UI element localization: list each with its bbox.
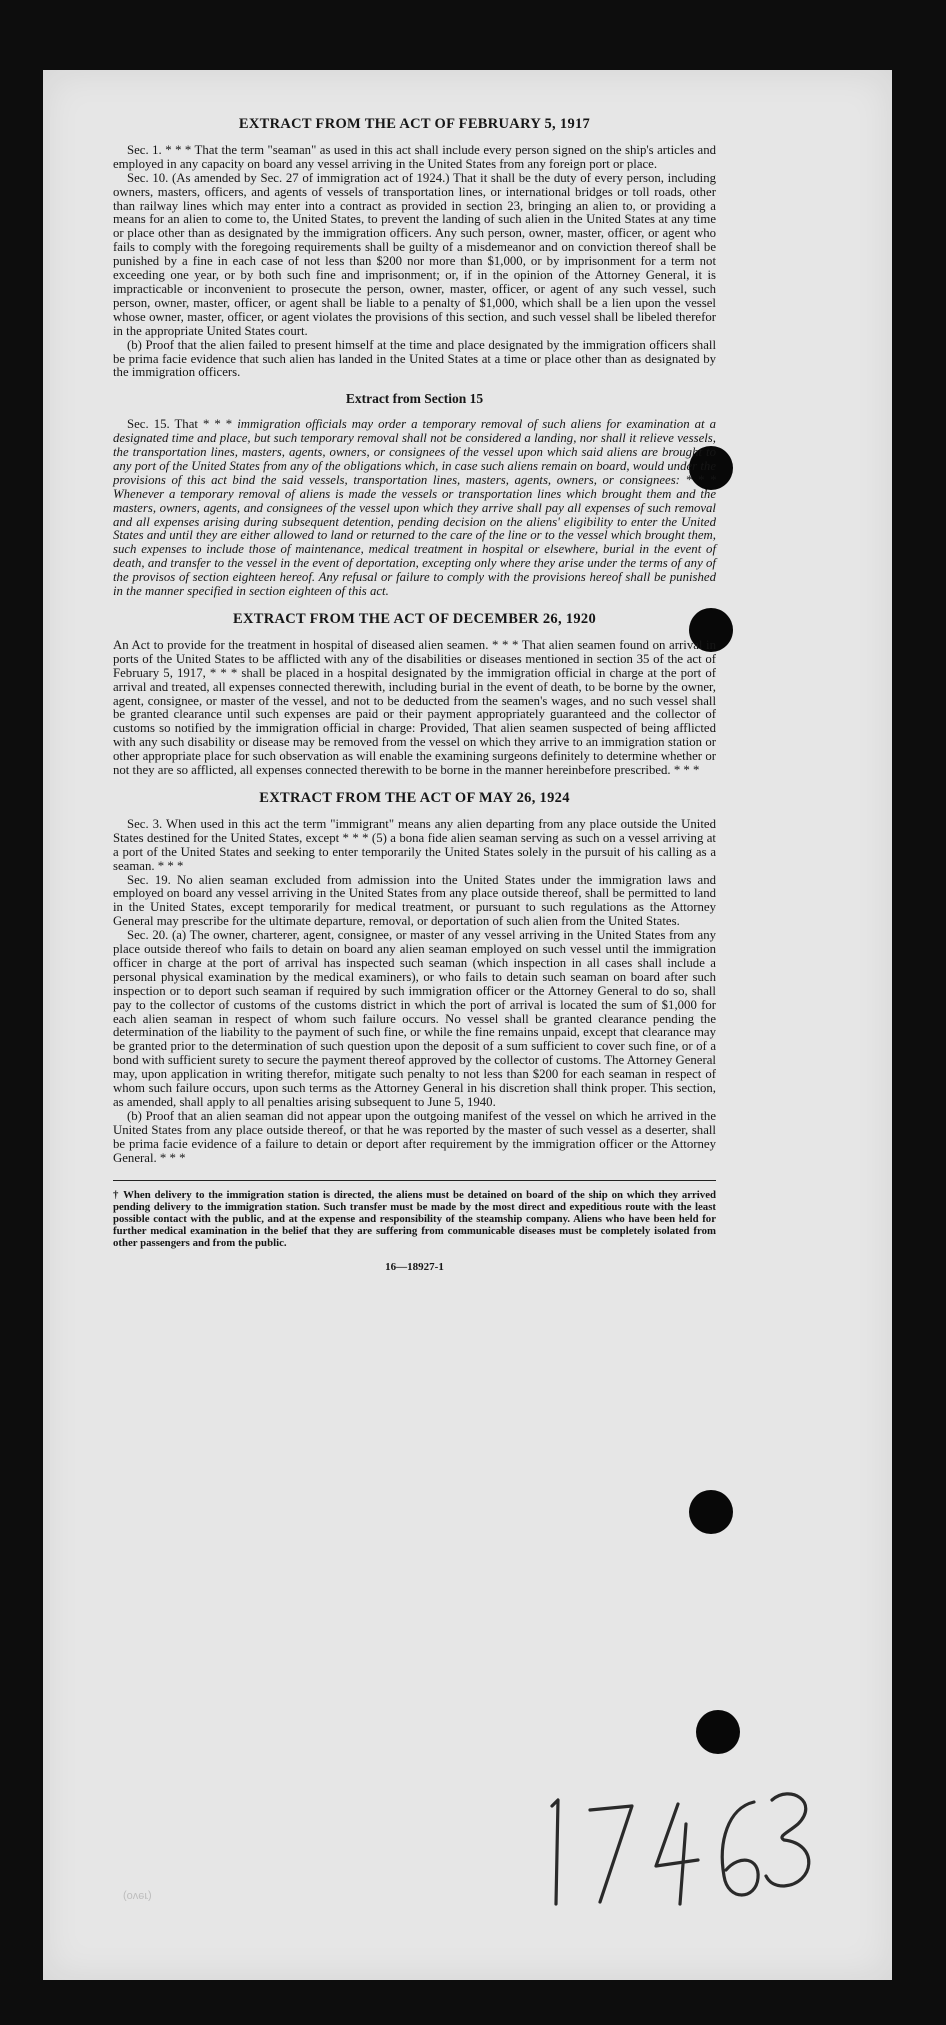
document-page [43,70,892,1980]
paragraph-sec-3: Sec. 3. When used in this act the term "immigrant" means any alien departing from any place outside the United States destined for the United States, except * * * (5) a bona fide alien seaman serving as such on a vessel arriving at a port of the United States and seeking to enter temporarily the United States solely in the pursuit of his calling as a seaman. * * * [113,816,716,873]
sec-15-lead: Sec. 15. That * * * [127,417,238,432]
heading-act-dec-1920: EXTRACT FROM THE ACT OF DECEMBER 26, 1920 [232,611,597,627]
form-number: 16—18927-1 [385,1260,444,1273]
punch-hole-4 [696,1710,740,1754]
paragraph-sec-20-b: (b) Proof that an alien seaman did not appear upon the outgoing manifest of the vessel on which he arrived in the United States from any place outside thereof, or that he was reported by the master of such vessel as a deserter, shall be prima facie evidence of a failure to detain or deport after requirement by the immigration officer or the Attorney General. * * * [113,1108,716,1165]
handwritten-number [528,1780,818,1920]
paragraph-sec-10-b: (b) Proof that the alien failed to present himself at the time and place designated by the immigration officers shall be prima facie evidence that such alien has landed in the United States at a time or place other than as designated by the immigration officers. [113,337,716,380]
paragraph-sec-20-a: Sec. 20. (a) The owner, charterer, agent, consignee, or master of any vessel arriving in the United States from any place outside thereof who fails to detain on board any alien seaman employed on such vessel until the immigration officer in charge at the port of arrival has inspected such seaman (which inspection in all cases shall include a personal physical examination by the medical examiners), or who fails to detain such seaman on board after such inspection or to deport such seaman if required by such immigration officer or the Attorney General to do so, shall pay to the collector of customs of the customs district in which the port of arrival is located the sum of $1,000 for each alien seaman in respect of whom such failure occurs. No vessel shall be granted clearance pending the determination of the liability to the payment of such fine, or while the fine remains unpaid, except that clearance may be granted prior to the determination of such question upon the deposit of a sum sufficient to cover such fine, or of a bond with sufficient surety to secure the payment thereof approved by the collector of customs. The Attorney General may, upon application in writing therefor, mitigate such penalty to not less than $200 for each seaman in respect of whom such failure occurs, upon such terms as the Attorney General in his discretion shall think proper. This section, as amended, shall apply to all penalties arising subsequent to June 5, 1940. [113,928,716,1109]
paragraph-sec-15 [113,418,716,599]
punch-hole-3 [689,1490,733,1534]
sec-15-body: immigration officials may order a temporary removal of such aliens for examination at a designated time and place, but such temporary removal shall not be considered a landing, nor shall it relieve vessels, the transportation lines, masters, agents, owners, or consignees of the vessel upon which said aliens are brought to any port of the United States from any of the obligations which, in case such aliens remain on board, would under the provisions of this act bind the said vessels, transportation lines, masters, agents, owners, or consignees: * * * Whenever a temporary removal of aliens is made the vessels or transportation lines which brought them and the masters, owners, agents, and consignees of the vessel upon which they arrive shall pay all expenses of such removal and all expenses arising during subsequent detention, pending decision on the aliens' eligibility to enter the United States and until they are either allowed to land or returned to the care of the line or to the vessel which brought them, such expenses to include those of maintenance, medical treatment in hospital or elsewhere, burial in the event of death, and transfer to the vessel in the event of deportation, excepting only where they arise under the terms of any of the provisos of section eighteen hereof. Any refusal or failure to comply with the provisions hereof shall be punished in the manner specified in section eighteen of this act. [113,417,716,599]
heading-section-15: Extract from Section 15 [345,391,484,407]
show-through-text: (over) [123,1890,152,1902]
footnote: † When delivery to the immigration station is directed, the aliens must be detained on board of the ship on which they arrived pending delivery to the immigration station. Such transfer must be made by the most direct and expeditious route with the least possible contact with the public, and at the expense and responsibility of the steamship company. Aliens who have been held for further medical examination in the belief that they are suffering from communicable diseases must be completely isolated from other passengers and from the public. [113,1188,716,1249]
paragraph-sec-1: Sec. 1. * * * That the term "seaman" as used in this act shall include every person signed on the ship's articles and employed in any capacity on board any vessel arriving in the United States from any foreign port or place. [113,142,716,171]
heading-act-may-1924: EXTRACT FROM THE ACT OF MAY 26, 1924 [259,789,570,806]
paragraph-sec-19: Sec. 19. No alien seaman excluded from admission into the United States under the immigration laws and employed on board any vessel arriving in the United States from any place outside thereof, shall be permitted to land in the United States, except temporarily for medical treatment, or pursuant to such regulations as the Attorney General may prescribe for the ultimate departure, removal, or deportation of such alien from the United States. [113,872,716,929]
footnote-divider [113,1180,716,1181]
heading-act-feb-1917: EXTRACT FROM THE ACT OF FEBRUARY 5, 1917 [238,116,591,132]
paragraph-act-1920: An Act to provide for the treatment in hospital of diseased alien seamen. * * * That alien seamen found on arrival in ports of the United States to be afflicted with any of the disabilities or diseases mentioned in section 35 of the act of February 5, 1917, * * * shall be placed in a hospital designated by the immigration official in charge at the port of arrival and treated, all expenses connected therewith, including burial in the event of death, to be borne by the owner, agent, consignee, or master of the vessel, and not to be deducted from the seamen's wages, and no such vessel shall be granted clearance until such expenses are paid or their payment appropriately guaranteed and the collector of customs so notified by the immigration official in charge: Provided, That alien seamen suspected of being afflicted with any such disability or disease may be removed from the vessel on which they arrive to an immigration station or other appropriate place for such observation as will enable the examining surgeons definitely to determine whether or not they are so afflicted, all expenses connected therewith to be borne in the manner hereinbefore prescribed. * * * [113,637,716,778]
paragraph-sec-10: Sec. 10. (As amended by Sec. 27 of immigration act of 1924.) That it shall be the duty of every person, including owners, masters, officers, and agents of vessels of transportation lines, or international bridges or toll roads, other than railway lines which may enter into a contract as provided in section 23, bringing an alien to, or providing a means for an alien to come to, the United States, to prevent the landing of such alien in the United States at any time or place other than as designated by the immigration officers. Any such person, owner, master, officer, or agent who fails to comply with the foregoing requirements shall be guilty of a misdemeanor and on conviction thereof shall be punished by a fine in each case of not less than $200 nor more than $1,000, or by imprisonment for a term not exceeding one year, or by both such fine and imprisonment; or, if in the opinion of the Attorney General, it is impracticable or inconvenient to prosecute the person, owner, master, officer, or agent of any such vessel, such person, owner, master, officer, or agent shall be liable to a penalty of $1,000, which shall be a lien upon the vessel whose owner, master, officer, or agent violates the provisions of this section, and such vessel shall be libeled therefor in the appropriate United States court. [113,170,716,338]
document-text [113,118,716,1274]
